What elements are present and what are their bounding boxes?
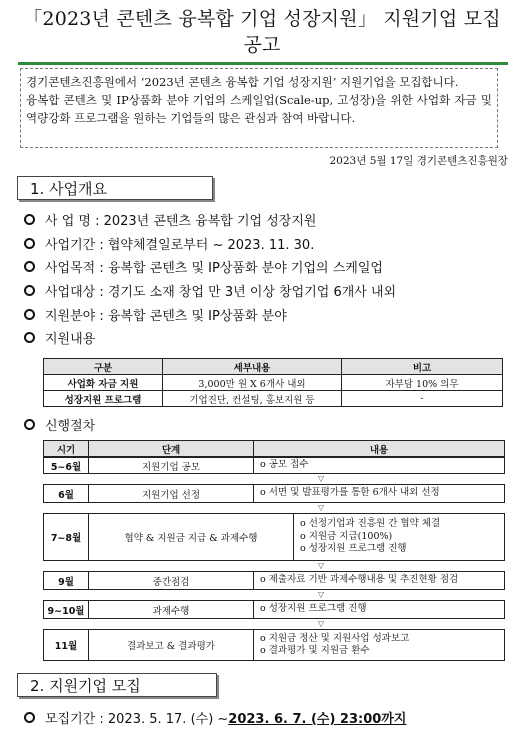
circle-bullet-icon <box>24 332 35 343</box>
down-arrow-icon: ▽ <box>317 561 325 570</box>
table-row: 성장지원 프로그램 기업진단, 컨설팅, 홍보지원 등 - <box>44 391 503 407</box>
circle-bullet-icon <box>24 285 35 296</box>
list-item: 사업목적 : 융복합 콘텐츠 및 IP상품화 분야 기업의 스케일업 <box>24 255 504 279</box>
process-heading <box>24 413 504 437</box>
circle-bullet-icon <box>24 309 35 320</box>
section-heading-recruit: 2. 지원기업 모집 <box>17 673 217 697</box>
table-row: 5~6월 지원기업 공모 o 공모 접수 <box>43 457 505 474</box>
page-title: 「2023년 콘텐츠 융복합 기업 성장지원」 지원기업 모집 공고 <box>23 8 501 56</box>
table-row: 7~8월 협약 & 지원금 지급 & 과제수행 o 선정기업과 진흥원 간 협약 체결 o 지원금 지급(100%) o 성장지원 프로그램 진행 <box>43 513 505 561</box>
circle-bullet-icon <box>24 419 35 430</box>
intro-paragraph-1: 경기콘텐츠진흥원에서 ‘2023년 콘텐츠 융복합 기업 성장지원’ 지원기업을 모집합니다. <box>26 75 459 89</box>
title-rule <box>18 62 508 65</box>
table-row: 9~10월 과제수행 o 성장지원 프로그램 진행 <box>43 600 505 619</box>
circle-bullet-icon <box>24 261 35 272</box>
down-arrow-icon: ▽ <box>317 474 325 483</box>
list-item: 지원내용 <box>24 326 504 350</box>
circle-bullet-icon <box>24 238 35 249</box>
issue-date: 2023년 5월 17일 경기콘텐츠진흥원장 <box>329 155 508 167</box>
recruit-deadline: 2023. 6. 7. (수) 23:00까지 <box>228 712 407 727</box>
table-header-row: 시기 단계 내용 <box>43 440 505 457</box>
table-header: 구분 <box>44 359 163 375</box>
down-arrow-icon: ▽ <box>317 619 325 628</box>
table-row: 11월 결과보고 & 결과평가 o 지원금 정산 및 지원사업 성과보고 o 결과평가 및 지원금 환수 <box>43 629 505 661</box>
circle-bullet-icon <box>24 214 35 225</box>
down-arrow-icon: ▽ <box>317 503 325 512</box>
down-arrow-icon: ▽ <box>317 590 325 599</box>
list-item: 사 업 명 : 2023년 콘텐츠 융복합 기업 성장지원 <box>24 208 504 232</box>
table-header: 세부내용 <box>163 359 342 375</box>
list-item: 지원분야 : 융복합 콘텐츠 및 IP상품화 분야 <box>24 302 504 326</box>
intro-box <box>20 68 498 148</box>
section-heading-overview: 1. 사업개요 <box>17 176 213 200</box>
list-item: 신행절차 <box>24 413 504 437</box>
overview-list <box>24 208 504 350</box>
circle-bullet-icon <box>24 712 35 723</box>
list-item: 사업기간 : 협약체결일로부터 ~ 2023. 11. 30. <box>24 232 504 256</box>
table-row: 사업화 자금 지원 3,000만 원 X 6개사 내외 자부담 10% 의무 <box>44 375 503 391</box>
table-row: 6월 지원기업 선정 o 서면 및 발표평가를 통한 6개사 내외 선정 <box>43 484 505 503</box>
process-table <box>43 440 505 661</box>
intro-paragraph-2: 융복합 콘텐츠 및 IP상품화 분야 기업의 스케일업(Scale-up, 고성장)을 위한 사업화 자금 및 역량강화 프로그램을 원하는 기업들의 많은 관심과 참여 바랍니다. <box>26 93 492 125</box>
support-table <box>43 358 503 407</box>
recruit-period: 모집기간 : 2023. 5. 17. (수) ~ 2023. 6. 7. (수) 23:00까지 <box>24 708 406 727</box>
table-header: 비고 <box>342 359 503 375</box>
table-row: 9월 중간점검 o 제출자료 기반 과제수행내용 및 추진현황 점검 <box>43 571 505 590</box>
list-item: 사업대상 : 경기도 소재 창업 만 3년 이상 창업기업 6개사 내외 <box>24 279 504 303</box>
